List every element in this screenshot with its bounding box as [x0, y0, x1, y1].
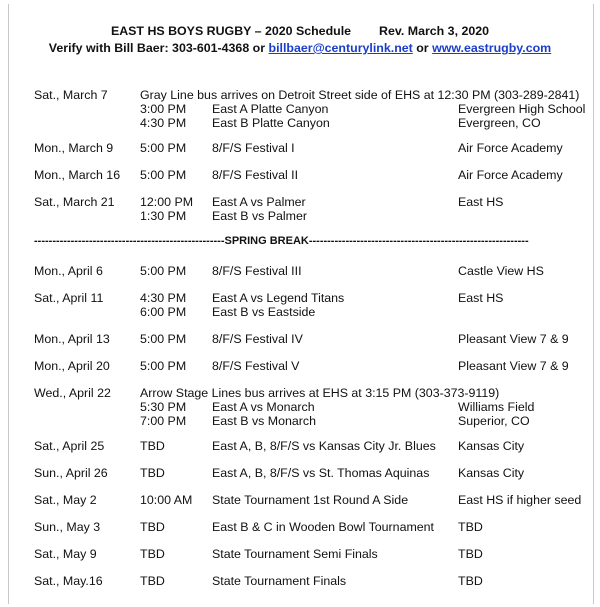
event-time: 3:00 PM: [140, 102, 187, 116]
spring-break-label: SPRING BREAK: [224, 235, 309, 247]
event-time: TBD: [140, 574, 165, 588]
event-location: Kansas City: [458, 466, 525, 480]
event-location: TBD: [458, 574, 483, 588]
event-time: TBD: [140, 520, 165, 534]
event-match: 8/F/S Festival II: [212, 168, 299, 182]
event-date: Sat., May 2: [34, 493, 97, 507]
event-date: Sat., March 7: [34, 88, 108, 102]
event-location: East HS if higher seed: [458, 493, 582, 507]
website-link[interactable]: www.eastrugby.com: [432, 41, 552, 55]
event-location: Williams Field: [458, 400, 535, 414]
event-location: East HS: [458, 291, 504, 305]
event-location: Evergreen High School: [458, 102, 586, 116]
event-match: State Tournament Semi Finals: [212, 547, 378, 561]
event-location: Kansas City: [458, 439, 525, 453]
event-match: 8/F/S Festival IV: [212, 332, 303, 346]
bus-note: Arrow Stage Lines bus arrives at EHS at 3:15 PM (303-373-9119): [140, 386, 500, 400]
event-date: Mon., March 16: [34, 168, 121, 182]
event-date: Sun., April 26: [34, 466, 108, 480]
event-date: Sat., May.16: [34, 574, 103, 588]
event-time: 6:00 PM: [140, 305, 187, 319]
event-match: East A, B, 8/F/S vs Kansas City Jr. Blues: [212, 439, 436, 453]
event-location: TBD: [458, 547, 483, 561]
event-date: Mon., April 20: [34, 359, 110, 373]
contact-or: or: [412, 41, 433, 55]
event-location: Evergreen, CO: [458, 116, 541, 130]
event-match: 8/F/S Festival V: [212, 359, 300, 373]
divider-dashes-right: ------------------------------------------------------------: [308, 235, 529, 247]
event-date: Sun., May 3: [34, 520, 101, 534]
event-location: Pleasant View 7 & 9: [458, 332, 569, 346]
contact-text: Verify with Bill Baer: 303-601-4368 or: [48, 41, 269, 55]
event-time: TBD: [140, 547, 165, 561]
event-time: 5:30 PM: [140, 400, 187, 414]
event-date: Mon., April 13: [34, 332, 110, 346]
event-match: East B vs Palmer: [212, 209, 308, 223]
email-link[interactable]: billbaer@centurylink.net: [268, 41, 413, 55]
event-time: 1:30 PM: [140, 209, 187, 223]
event-time: 5:00 PM: [140, 168, 187, 182]
spring-break-divider: [34, 234, 566, 248]
event-time: 5:00 PM: [140, 332, 187, 346]
event-time: 4:30 PM: [140, 116, 187, 130]
event-date: Sat., May 9: [34, 547, 97, 561]
event-time: 5:00 PM: [140, 141, 187, 155]
event-match: State Tournament Finals: [212, 574, 347, 588]
bus-note: Gray Line bus arrives on Detroit Street side of EHS at 12:30 PM (303-289-2841): [140, 88, 580, 102]
event-time: 12:00 PM: [140, 195, 194, 209]
event-match: State Tournament 1st Round A Side: [212, 493, 409, 507]
event-date: Sat., April 25: [34, 439, 105, 453]
event-time: 7:00 PM: [140, 414, 187, 428]
event-match: East B Platte Canyon: [212, 116, 330, 130]
divider-dashes-left: ----------------------------------------------------: [34, 235, 225, 247]
event-time: TBD: [140, 439, 165, 453]
event-match: East B & C in Wooden Bowl Tournament: [212, 520, 435, 534]
event-match: 8/F/S Festival III: [212, 264, 302, 278]
event-match: 8/F/S Festival I: [212, 141, 295, 155]
event-match: East B vs Monarch: [212, 414, 316, 428]
event-location: Air Force Academy: [458, 168, 563, 182]
event-match: East B vs Eastside: [212, 305, 316, 319]
event-match: East A vs Monarch: [212, 400, 315, 414]
event-date: Sat., March 21: [34, 195, 115, 209]
event-date: Mon., April 6: [34, 264, 103, 278]
event-time: 5:00 PM: [140, 359, 187, 373]
event-date: Sat., April 11: [34, 291, 104, 305]
event-time: 10:00 AM: [140, 493, 193, 507]
event-date: Mon., March 9: [34, 141, 114, 155]
event-location: Castle View HS: [458, 264, 544, 278]
event-time: 4:30 PM: [140, 291, 187, 305]
event-match: East A vs Legend Titans: [212, 291, 345, 305]
event-match: East A, B, 8/F/S vs St. Thomas Aquinas: [212, 466, 430, 480]
event-location: Pleasant View 7 & 9: [458, 359, 569, 373]
event-location: Air Force Academy: [458, 141, 563, 155]
revision-date: Rev. March 3, 2020: [379, 24, 490, 38]
event-match: East A vs Palmer: [212, 195, 306, 209]
event-location: Superior, CO: [458, 414, 530, 428]
schedule-title: EAST HS BOYS RUGBY – 2020 Schedule: [110, 24, 352, 38]
event-location: East HS: [458, 195, 504, 209]
event-match: East A Platte Canyon: [212, 102, 329, 116]
event-date: Wed., April 22: [34, 386, 111, 400]
event-location: TBD: [458, 520, 483, 534]
event-time: TBD: [140, 466, 165, 480]
event-time: 5:00 PM: [140, 264, 187, 278]
